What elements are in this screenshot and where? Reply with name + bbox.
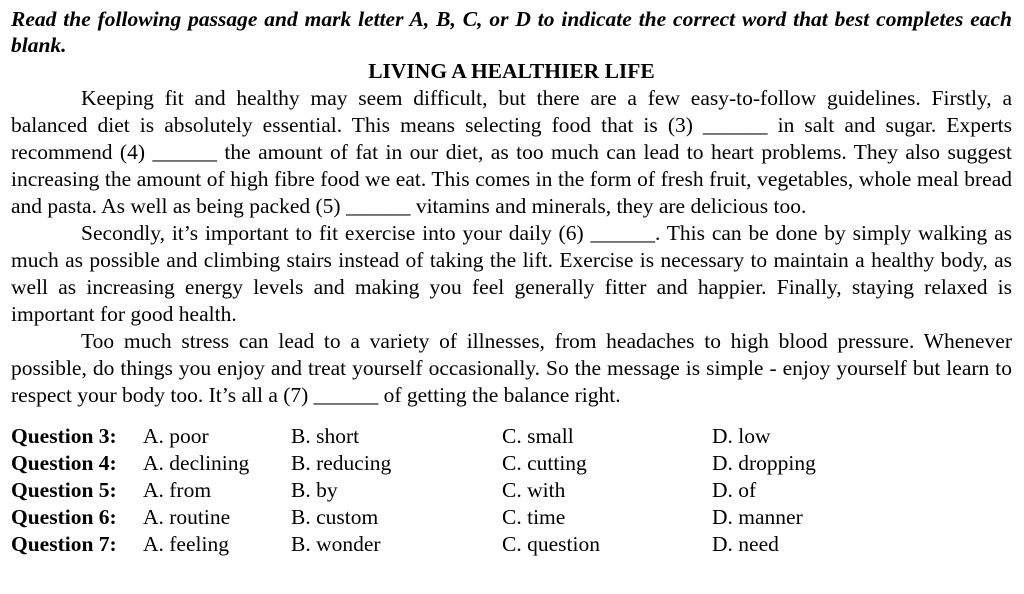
paragraph-text: of getting the balance right. — [378, 383, 621, 407]
question-row-3 — [11, 423, 1012, 450]
paragraph-text: Secondly, it’s important to fit exercise into your daily (6) — [81, 221, 591, 245]
paragraph-text: Keeping fit and healthy may seem difficult, but there are a few easy-to-follow guidelines. Firstly, a balanced diet is absolutely essential. This means selecting food that is (3) — [11, 86, 1012, 137]
blank-4: ______ — [152, 140, 217, 164]
option-a: A. feeling — [143, 532, 229, 556]
option-d: D. manner — [712, 505, 803, 529]
passage-title: LIVING A HEALTHIER LIFE — [368, 59, 655, 83]
option-a: A. poor — [143, 424, 209, 448]
option-c: C. with — [502, 478, 566, 502]
question-label: Question 5: — [11, 478, 117, 502]
paragraph-text: vitamins and minerals, they are delicious too. — [410, 194, 807, 218]
option-a: A. from — [143, 478, 212, 502]
question-row-5 — [11, 477, 1012, 504]
option-c: C. time — [502, 505, 566, 529]
question-row-6 — [11, 504, 1012, 531]
question-label: Question 7: — [11, 532, 117, 556]
passage-paragraph-1 — [11, 85, 1012, 220]
paragraph-text: in salt and sugar. Experts recommend (4) — [11, 113, 1012, 164]
blank-3: ______ — [703, 113, 768, 137]
option-c: C. cutting — [502, 451, 587, 475]
option-d: D. of — [712, 478, 757, 502]
option-a: A. routine — [143, 505, 231, 529]
option-b: B. short — [291, 424, 360, 448]
option-d: D. need — [712, 532, 779, 556]
question-label: Question 3: — [11, 424, 117, 448]
option-c: C. question — [502, 532, 600, 556]
option-b: B. by — [291, 478, 338, 502]
option-a: A. declining — [143, 451, 250, 475]
passage-paragraph-3 — [11, 328, 1012, 409]
option-c: C. small — [502, 424, 574, 448]
question-label: Question 6: — [11, 505, 117, 529]
paragraph-text: Too much stress can lead to a variety of illnesses, from headaches to high blood pressure. Whenever possible, do things you enjoy and treat yourself occasionally. So the message is simple - enjoy yourself but learn to respect your body too. It’s all a (7) — [11, 329, 1012, 407]
blank-6: ______ — [590, 221, 655, 245]
question-row-7 — [11, 531, 1012, 558]
option-b: B. wonder — [291, 532, 381, 556]
paragraph-text: the amount of fat in our diet, as too much can lead to heart problems. They also suggest increasing the amount of high fibre food we eat. This comes in the form of fresh fruit, vegetables, whole meal bread and pasta. As well as being packed (5) — [11, 140, 1012, 218]
option-d: D. low — [712, 424, 771, 448]
option-b: B. reducing — [291, 451, 392, 475]
instruction-text: Read the following passage and mark letter A, B, C, or D to indicate the correct word that best completes each blank. — [11, 7, 1012, 57]
blank-5: ______ — [345, 194, 411, 218]
passage-paragraph-2 — [11, 220, 1012, 328]
paragraph-text: . This can be done by simply walking as much as possible and climbing stairs instead of taking the lift. Exercise is necessary to maintain a healthy body, as well as increasing energy levels and making you feel generally fitter and happier. Finally, staying relaxed is important for good health. — [11, 221, 1013, 326]
question-list — [11, 423, 1012, 558]
blank-7: ______ — [313, 383, 379, 407]
question-label: Question 4: — [11, 451, 117, 475]
question-row-4 — [11, 450, 1012, 477]
option-d: D. dropping — [712, 451, 816, 475]
option-b: B. custom — [291, 505, 379, 529]
